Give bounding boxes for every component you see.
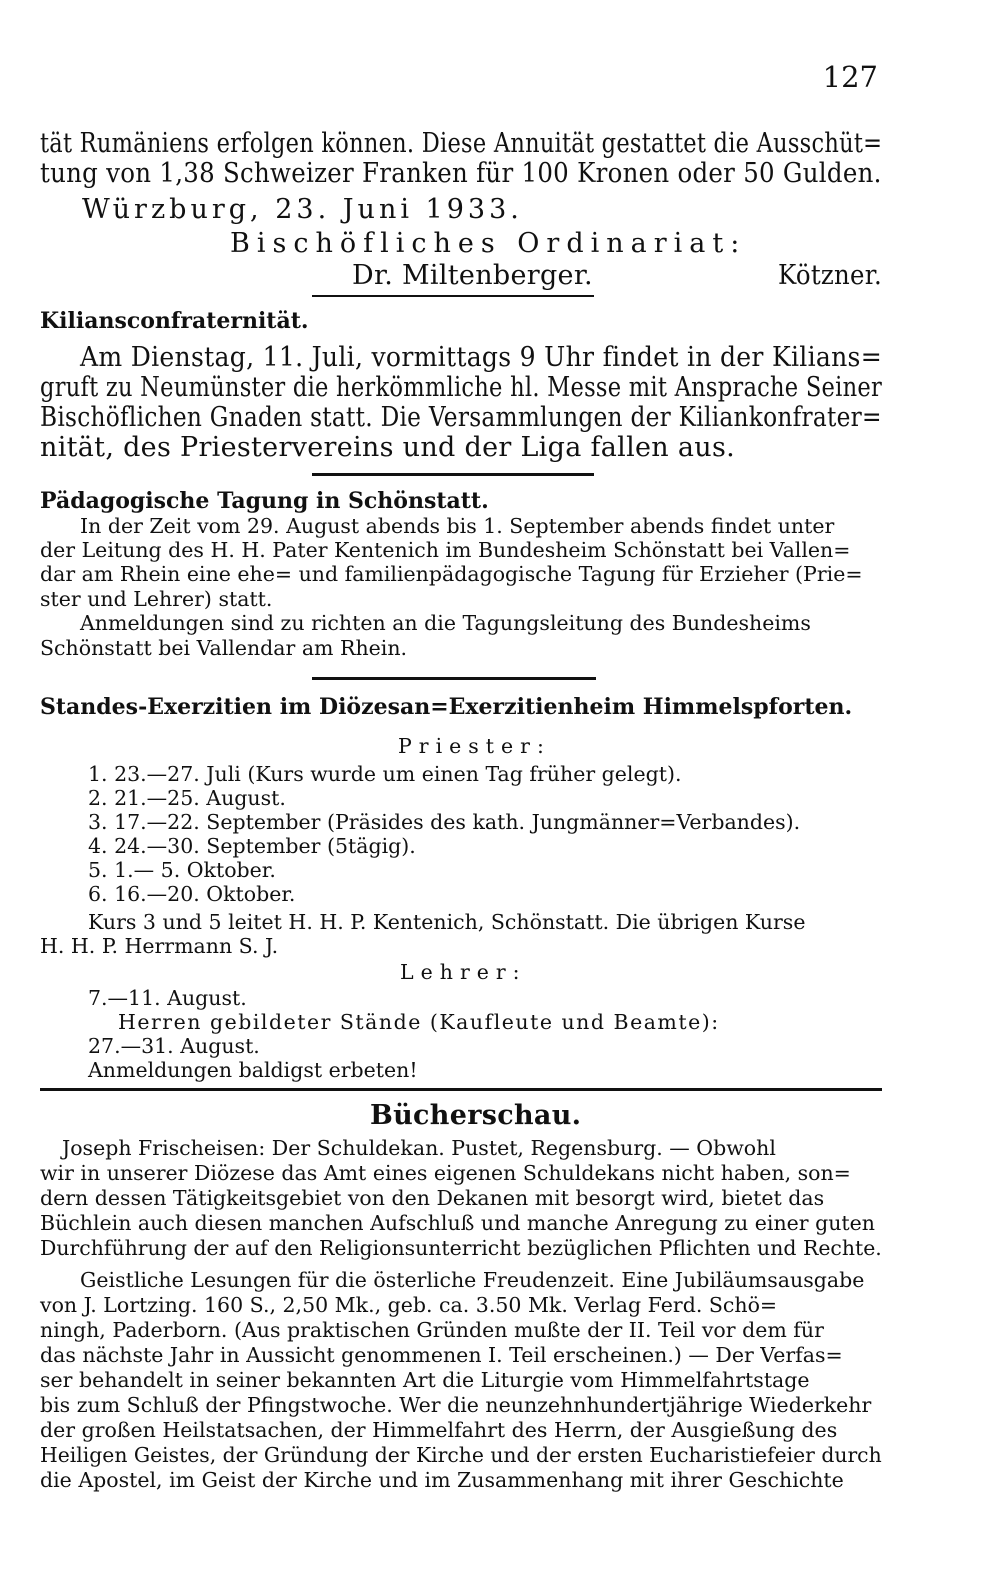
text-line: Schönstatt bei Vallendar am Rhein. [40,636,408,660]
text-line: ster und Lehrer) statt. [40,587,273,611]
course-item: 2. 21.—25. August. [88,786,286,810]
text-line: das nächste Jahr in Aussicht genommenen I. Teil erscheinen.) — Der Verfas= [40,1343,843,1367]
divider [312,677,596,680]
text-line: ningh, Paderborn. (Aus praktischen Gründen mußte der II. Teil vor dem für [40,1318,824,1342]
text-line: Am Dienstag, 11. Juli, vormittags 9 Uhr findet in der Kilians= [80,342,883,373]
authority-title: Bischöfliches Ordinariat: [230,228,747,259]
subheading-gentlemen: Herren gebildeter Stände (Kaufleute und Beamte): [118,1010,720,1034]
text-line: bis zum Schluß der Pfingstwoche. Wer die neunzehnhundertjährige Wiederkehr [40,1393,872,1417]
text-line: wir in unserer Diözese das Amt eines eigenen Schuldekans nicht haben, son= [40,1161,851,1185]
section-heading: Standes-Exerzitien im Diözesan=Exerzitienheim Himmelspforten. [40,694,853,720]
text-line: tät Rumäniens erfolgen können. Diese Annuität gestattet die Ausschüt= [40,128,883,159]
course-item: 6. 16.—20. Oktober. [88,882,296,906]
text-line: dar am Rhein eine ehe= und familienpädagogische Tagung für Erzieher (Prie= [40,562,863,586]
page-number: 127 [822,60,878,94]
text-line: Heiligen Geistes, der Gründung der Kirche und der ersten Eucharistiefeier durch [40,1443,882,1467]
place-date: Würzburg, 23. Juni 1933. [82,194,523,225]
course-item: 4. 24.—30. September (5tägig). [88,834,416,858]
divider [312,295,594,297]
course-item: 1. 23.—27. Juli (Kurs wurde um einen Tag früher gelegt). [88,762,682,786]
course-item: 7.—11. August. [88,986,247,1010]
text-line: nität, des Priestervereins und der Liga fallen aus. [40,432,736,463]
course-item: 27.—31. August. [88,1034,260,1058]
text-line: der großen Heilstatsachen, der Himmelfahrt des Herrn, der Ausgießung des [40,1418,838,1442]
subheading-teachers: Lehrer: [400,960,527,984]
text-line: Bischöflichen Gnaden statt. Die Versammlungen der Kiliankonfrater= [40,402,882,433]
section-heading: Kiliansconfraternität. [40,308,309,334]
text-line: Kurs 3 und 5 leitet H. H. P. Kentenich, Schönstatt. Die übrigen Kurse [88,910,806,934]
section-heading: Pädagogische Tagung in Schönstatt. [40,488,489,514]
text-line: Anmeldungen sind zu richten an die Tagungsleitung des Bundesheims [80,611,811,635]
text-line: In der Zeit vom 29. August abends bis 1. September abends findet unter [80,514,835,538]
text-line: Durchführung der auf den Religionsunterricht bezüglichen Pflichten und Rechte. [40,1236,882,1260]
course-item: 3. 17.—22. September (Präsides des kath. Jungmänner=Verbandes). [88,810,801,834]
text-line: H. H. P. Herrmann S. J. [40,934,279,958]
text-line: tung von 1,38 Schweizer Franken für 100 Kronen oder 50 Gulden. [40,158,882,189]
text-line: der Leitung des H. H. Pater Kentenich im Bundesheim Schönstatt bei Vallen= [40,538,851,562]
text-line: ser behandelt in seiner bekannten Art die Liturgie vom Himmelfahrtstage [40,1368,810,1392]
text-line: dern dessen Tätigkeitsgebiet von den Dekanen mit besorgt wird, bietet das [40,1186,825,1210]
text-line: von J. Lortzing. 160 S., 2,50 Mk., geb. ca. 3.50 Mk. Verlag Ferd. Schö= [40,1293,778,1317]
text-line: die Apostel, im Geist der Kirche und im Zusammenhang mit ihrer Geschichte [40,1468,844,1492]
text-line: Büchlein auch diesen manchen Aufschluß und manche Anregung zu einer guten [40,1211,875,1235]
divider-full [40,1088,882,1091]
subheading-priests: Priester: [398,734,551,758]
closing-note: Anmeldungen baldigst erbeten! [88,1058,418,1082]
course-item: 5. 1.— 5. Oktober. [88,858,276,882]
signature-right: Kötzner. [778,260,883,291]
text-line: Geistliche Lesungen für die österliche Freudenzeit. Eine Jubiläumsausgabe [80,1268,865,1292]
text-line: Joseph Frischeisen: Der Schuldekan. Pustet, Regensburg. — Obwohl [62,1136,776,1160]
section-heading: Bücherschau. [370,1100,582,1131]
signature-left: Dr. Miltenberger. [352,260,593,291]
divider [312,473,594,476]
text-line: gruft zu Neumünster die herkömmliche hl. Messe mit Ansprache Seiner [40,372,882,403]
